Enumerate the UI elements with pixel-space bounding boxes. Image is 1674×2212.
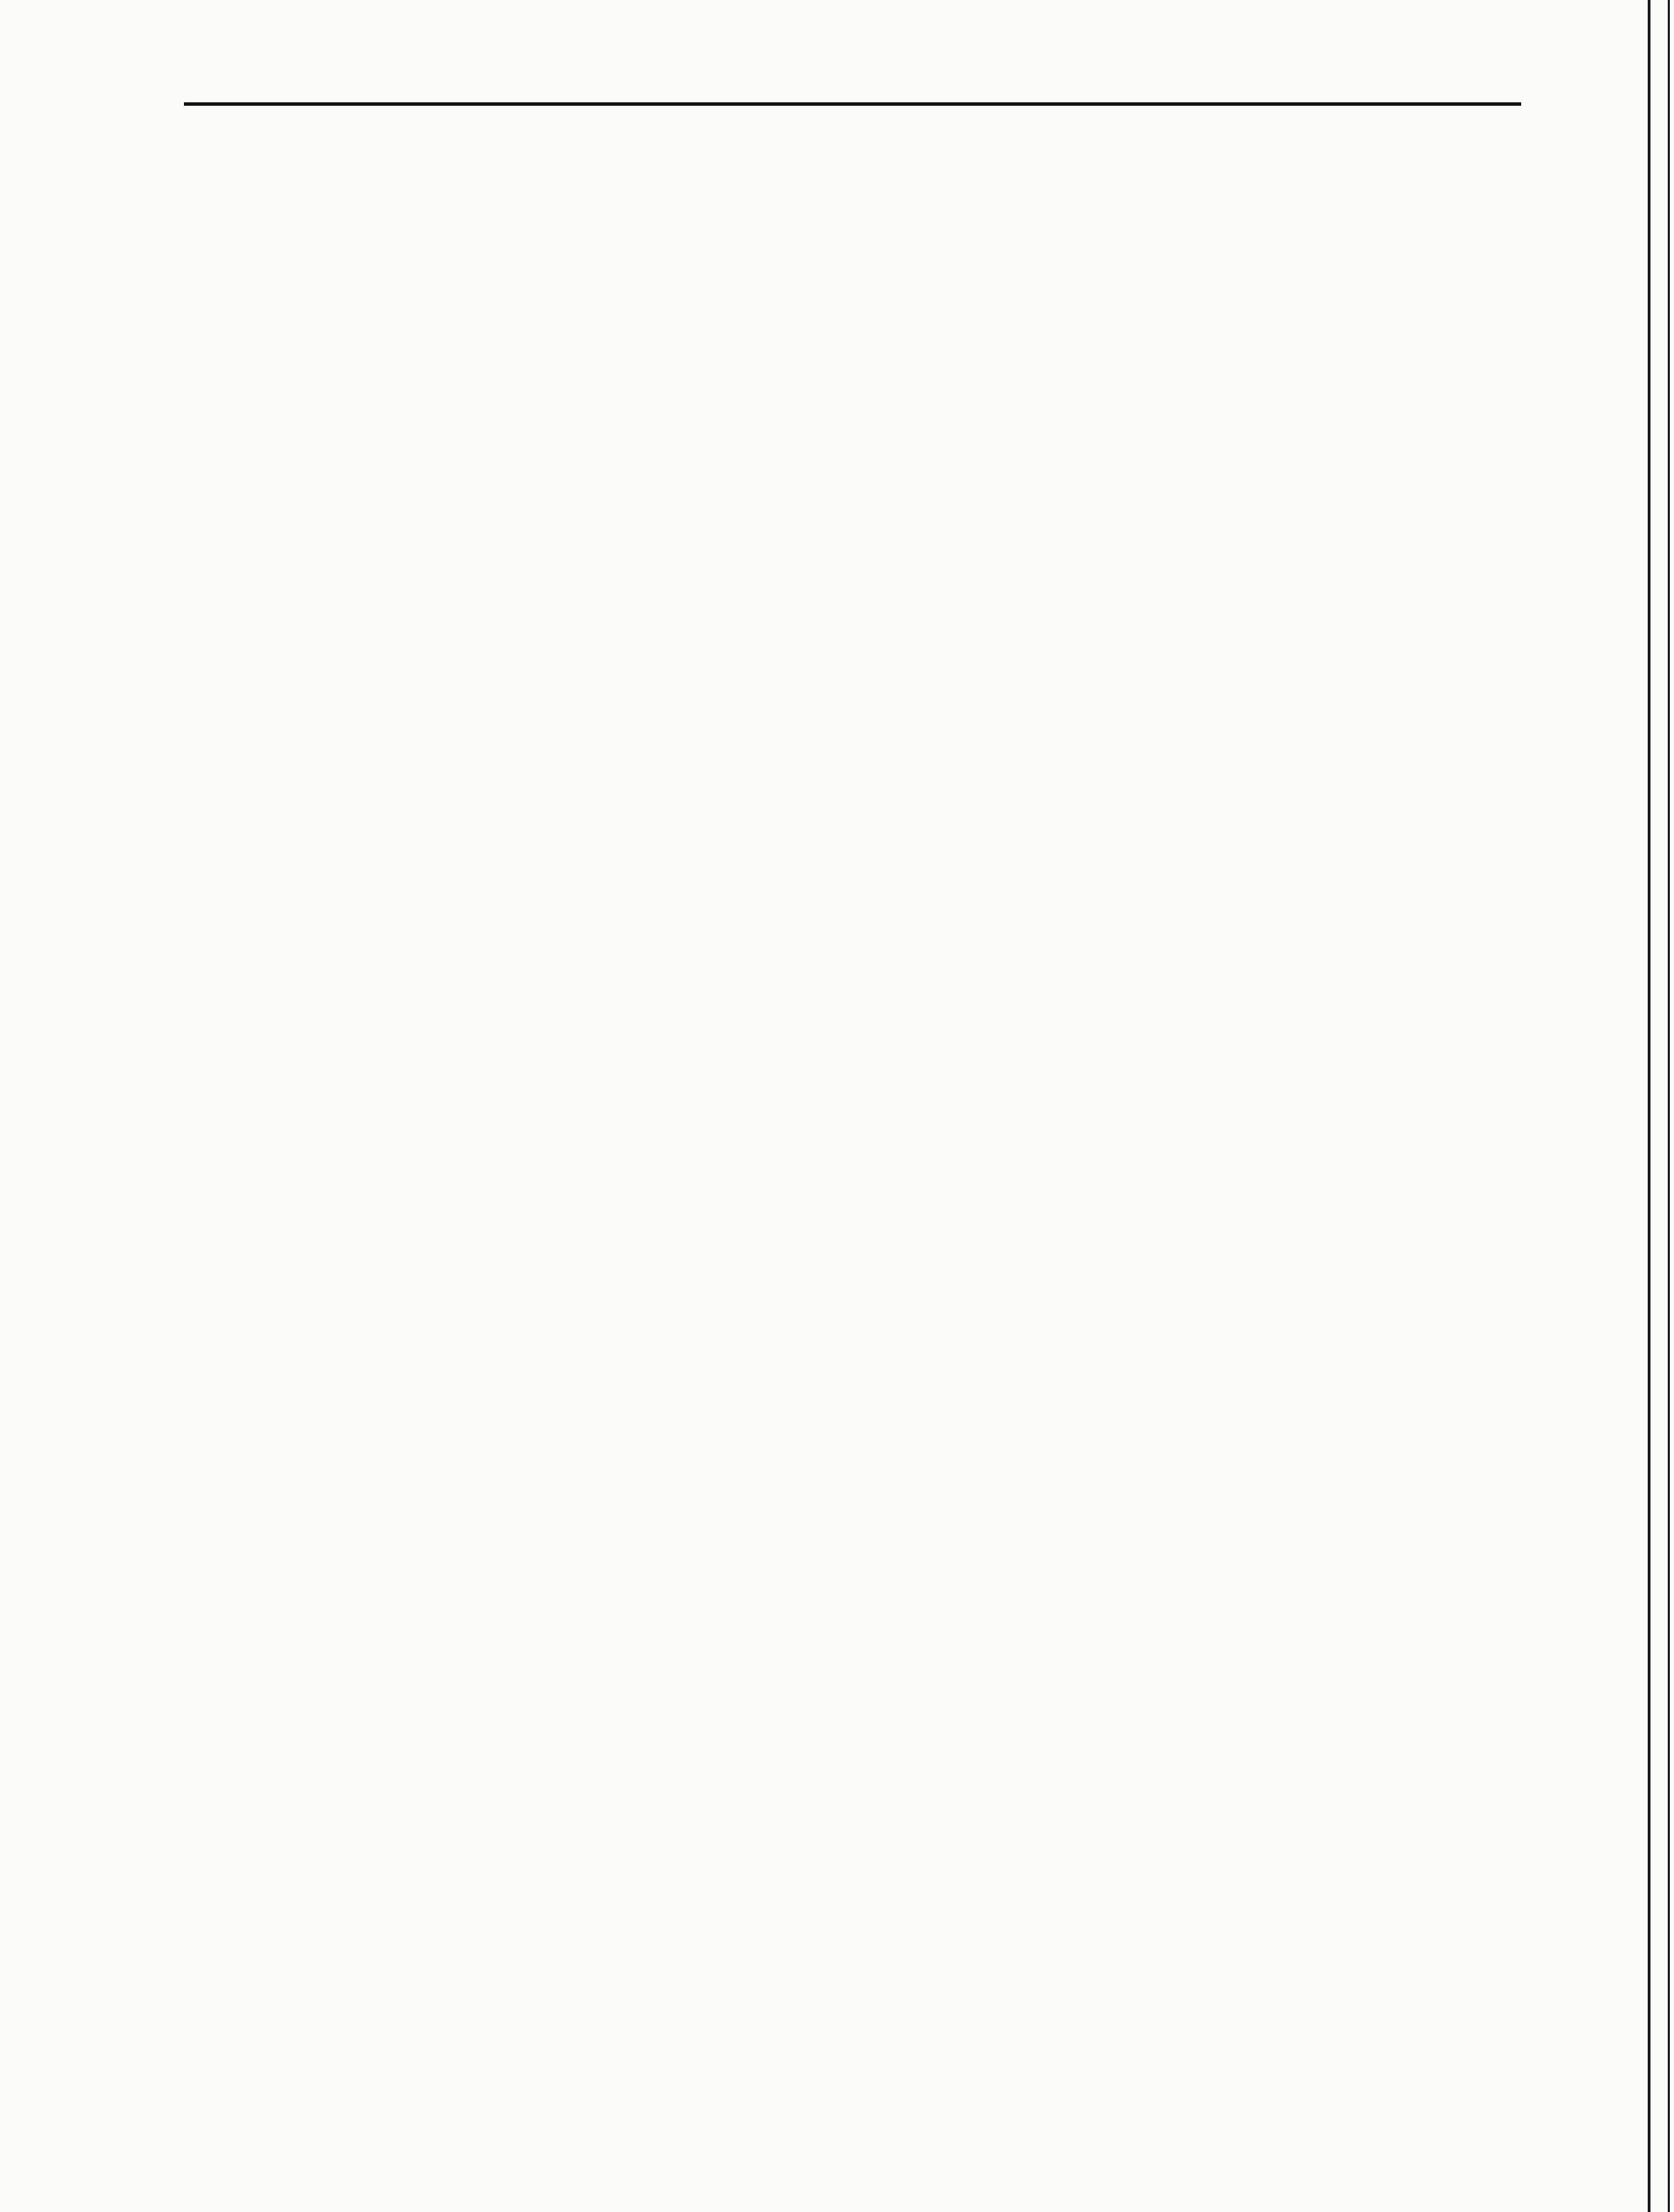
header-rule xyxy=(184,102,1521,106)
page-header xyxy=(184,98,1521,106)
